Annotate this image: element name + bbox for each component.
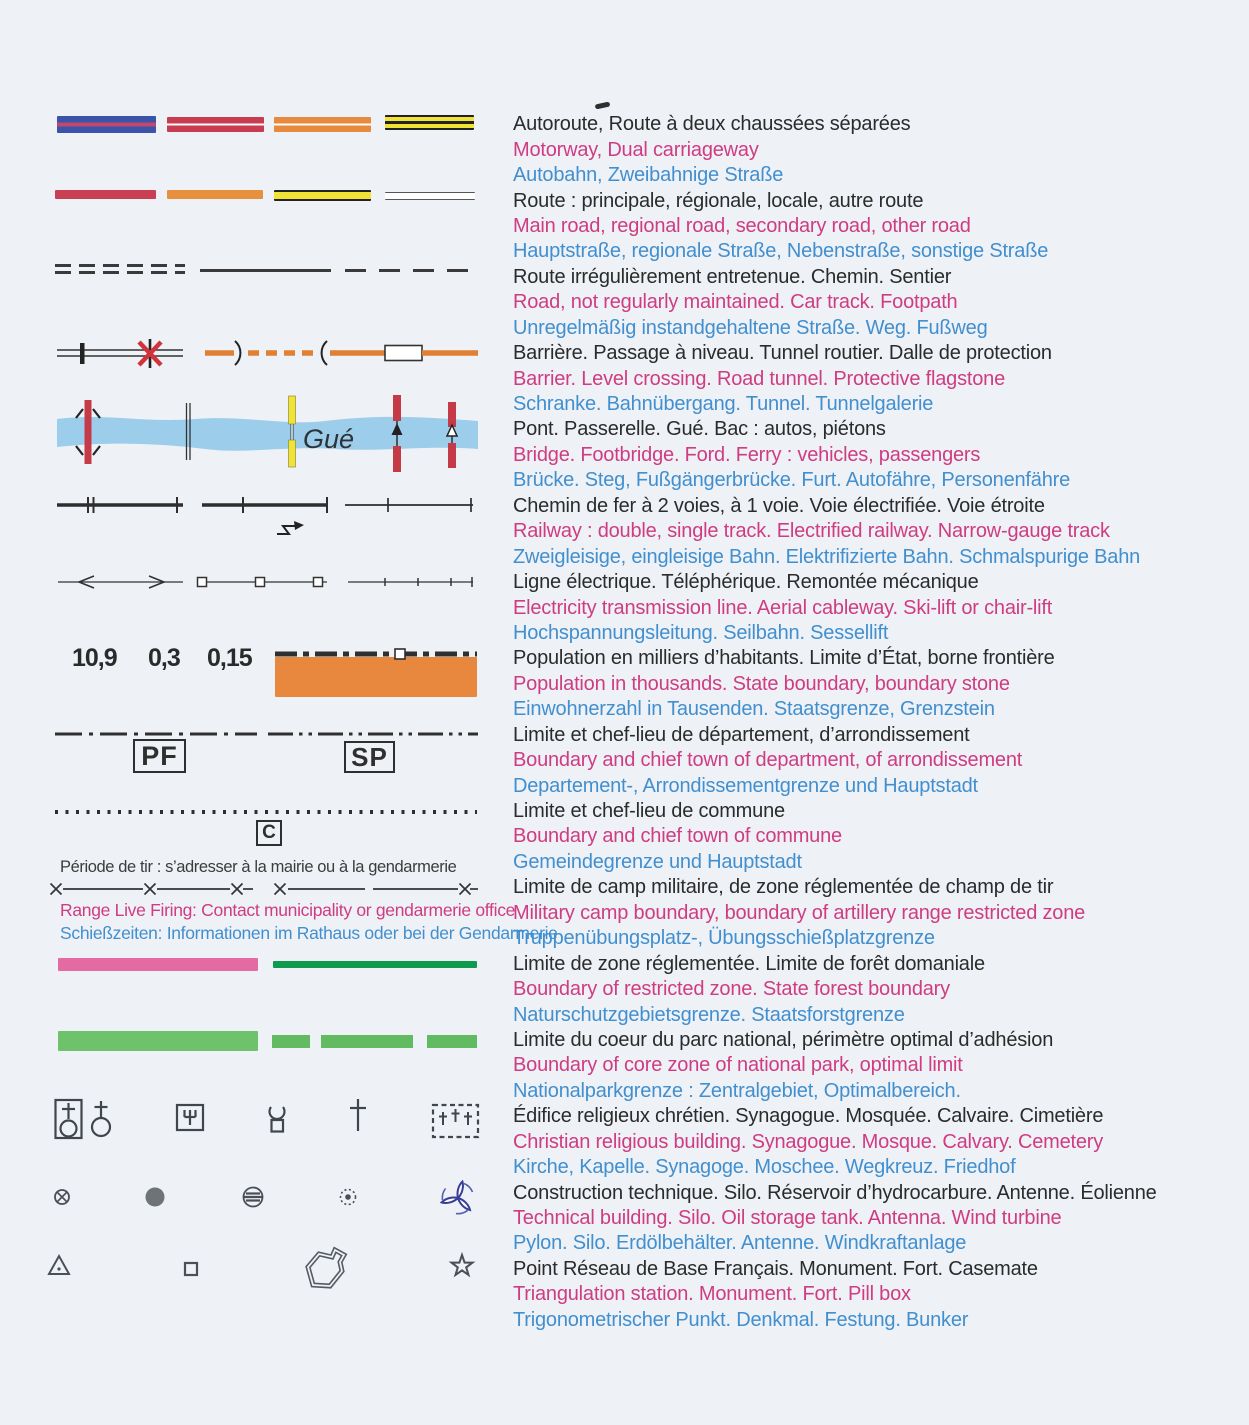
firing-note-fr: Période de tir : s’adresser à la mairie ou à la gendarmerie	[60, 858, 457, 876]
legend-line-de: Hochspannungsleitung. Seilbahn. Sessellift	[513, 621, 889, 644]
legend-line-en: Triangulation station. Monument. Fort. Pill box	[513, 1283, 911, 1306]
scan-artifact-mark	[595, 101, 611, 109]
legend-line-de: Autobahn, Zweibahnige Straße	[513, 164, 784, 187]
railway-double-track-icon	[57, 497, 183, 513]
ford-label: Gué	[303, 424, 355, 454]
legend-line-fr: Population en milliers d’habitants. Limite d’État, borne frontière	[513, 647, 1055, 670]
commune-boundary-dots-icon	[55, 810, 477, 814]
legend-line-fr: Route : principale, régionale, locale, autre route	[513, 189, 924, 212]
legend-line-en: Barrier. Level crossing. Road tunnel. Protective flagstone	[513, 367, 1006, 390]
legend-line-en: Military camp boundary, boundary of artillery range restricted zone	[513, 901, 1086, 924]
legend-line-fr: Autoroute, Route à deux chaussées séparées	[513, 113, 911, 136]
legend-text-column	[513, 112, 1157, 1333]
legend-line-en: Technical building. Silo. Oil storage tank. Antenna. Wind turbine	[513, 1207, 1062, 1230]
legend-line-de: Brücke. Steg, Fußgängerbrücke. Furt. Autofähre, Personenfähre	[513, 469, 1070, 492]
legend-line-en: Population in thousands. State boundary, boundary stone	[513, 672, 1010, 695]
transmission-line-arrows-icon	[58, 576, 183, 588]
military-boundary-strokes	[51, 884, 479, 895]
silo-icon	[146, 1188, 165, 1207]
population-value: 0,15	[207, 644, 252, 672]
legend-line-en: Road, not regularly maintained. Car track. Footpath	[513, 291, 958, 314]
pylon-icon	[55, 1190, 69, 1204]
aerial-cableway-squares-icon	[198, 578, 328, 587]
river-crossings-row	[55, 388, 480, 478]
legend-line-fr: Point Réseau de Base Français. Monument. Fort. Casemate	[513, 1257, 1038, 1280]
dual-carriageway-red-band-icon	[167, 117, 264, 132]
monument-icon	[185, 1263, 197, 1275]
legend-line-fr: Limite de camp militaire, de zone réglementée de champ de tir	[513, 876, 1054, 899]
national-park-dash-icon	[321, 1035, 413, 1048]
cemetery-icon	[433, 1105, 478, 1137]
legend-line-fr: Ligne électrique. Téléphérique. Remontée mécanique	[513, 571, 979, 594]
state-boundary-line	[275, 645, 477, 665]
legend-line-en: Motorway, Dual carriageway	[513, 138, 759, 161]
legend-line-en: Main road, regional road, secondary road, other road	[513, 214, 971, 237]
synagogue-icon	[177, 1105, 203, 1130]
regional-road-line-icon	[167, 190, 263, 199]
ski-lift-ticks-icon	[348, 577, 473, 587]
dual-carriageway-yellow-band-icon	[385, 115, 474, 130]
legend-line-fr: Limite du coeur du parc national, périmètre optimal d’adhésion	[513, 1028, 1054, 1051]
legend-line-fr: Édifice religieux chrétien. Synagogue. Mosquée. Calvaire. Cimetière	[513, 1105, 1104, 1128]
legend-line-de: Hauptstraße, regionale Straße, Nebenstraße, sonstige Straße	[513, 240, 1049, 263]
legend-line-de: Departement-, Arrondissementgrenze und Hauptstadt	[513, 774, 978, 797]
national-park-dash-icon	[427, 1035, 477, 1048]
legend-line-fr: Limite et chef-lieu de commune	[513, 800, 785, 823]
legend-line-en: Boundary of core zone of national park, optimal limit	[513, 1054, 963, 1077]
motorway-band-icon	[57, 116, 156, 133]
railways-row	[55, 490, 480, 540]
legend-line-de: Zweigleisige, eingleisige Bahn. Elektrifizierte Bahn. Schmalspurige Bahn	[513, 545, 1141, 568]
legend-line-en: Railway : double, single track. Electrified railway. Narrow-gauge track	[513, 520, 1110, 543]
fort-icon	[308, 1250, 344, 1286]
firing-note-de: Schießzeiten: Informationen im Rathaus oder bei der Gendarmerie	[60, 923, 558, 943]
restricted-zone-pink-line-icon	[58, 958, 258, 971]
legend-line-fr: Chemin de fer à 2 voies, à 1 voie. Voie électrifiée. Voie étroite	[513, 494, 1045, 517]
dual-carriageway-orange-band-icon	[274, 117, 371, 132]
footpath-dashes-icon	[345, 269, 476, 272]
legend-line-de: Einwohnerzahl in Tausenden. Staatsgrenze, Grenzstein	[513, 698, 995, 721]
legend-line-de: Gemeindegrenze und Hauptstadt	[513, 850, 802, 873]
legend-line-de: Kirche, Kapelle. Synagoge. Moschee. Wegkreuz. Friedhof	[513, 1156, 1016, 1179]
firing-note-en: Range Live Firing: Contact municipality or gendarmerie office	[60, 900, 516, 920]
boundary-stone-square-icon	[395, 649, 405, 659]
cables-row	[55, 568, 480, 596]
legend-line-de: Trigonometrischer Punkt. Denkmal. Festung. Bunker	[513, 1308, 969, 1331]
calvary-cross-icon	[350, 1099, 366, 1131]
mosque-icon	[270, 1107, 285, 1132]
road-features-row	[55, 339, 480, 369]
sub-prefecture-box: SP	[344, 741, 395, 773]
national-park-band-icon	[58, 1031, 258, 1051]
legend-line-fr: Limite de zone réglementée. Limite de forêt domaniale	[513, 952, 985, 975]
legend-line-de: Truppenübungsplatz-, Übungsschießplatzgrenze	[513, 927, 935, 950]
church-icon	[56, 1100, 82, 1138]
chapel-icon	[92, 1101, 110, 1136]
barrier-symbol-icon	[57, 343, 183, 364]
ferry-vehicles-arrow-icon	[392, 395, 403, 472]
level-crossing-x-icon	[139, 339, 161, 368]
river-band-icon	[57, 417, 478, 451]
military-camp-x-line-icon	[42, 881, 482, 898]
pillbox-star-icon	[452, 1255, 473, 1275]
antenna-icon	[341, 1190, 356, 1205]
legend-line-fr: Limite et chef-lieu de département, d’arrondissement	[513, 723, 970, 746]
wind-turbine-icon	[438, 1181, 472, 1218]
legend-line-en: Boundary of restricted zone. State forest boundary	[513, 978, 950, 1001]
railway-narrow-gauge-icon	[345, 498, 473, 512]
car-track-line-icon	[200, 269, 331, 272]
religious-row	[50, 1094, 480, 1146]
road-tunnel-dashes-icon	[205, 341, 385, 365]
legend-line-de: Schranke. Bahnübergang. Tunnel. Tunnelgalerie	[513, 393, 934, 416]
unmaintained-road-dashes-icon	[55, 271, 185, 274]
legend-line-en: Electricity transmission line. Aerial cableway. Ski-lift or chair-lift	[513, 596, 1053, 619]
legend-line-de: Nationalparkgrenze : Zentralgebiet, Optimalbereich.	[513, 1079, 961, 1102]
population-value: 10,9	[72, 644, 117, 672]
commune-box: C	[256, 820, 282, 846]
legend-line-en: Boundary and chief town of commune	[513, 825, 842, 848]
ferry-passengers-arrow-icon	[447, 402, 457, 468]
legend-line-fr: Barrière. Passage à niveau. Tunnel routier. Dalle de protection	[513, 342, 1052, 365]
legend-line-fr: Pont. Passerelle. Gué. Bac : autos, piétons	[513, 418, 886, 441]
department-boundary-row	[50, 726, 480, 742]
main-road-line-icon	[55, 190, 156, 199]
state-forest-green-line-icon	[273, 961, 477, 968]
other-road-line-icon	[385, 192, 475, 200]
oil-tank-icon	[244, 1188, 263, 1207]
secondary-road-line-icon	[274, 190, 371, 201]
legend-line-en: Boundary and chief town of department, of arrondissement	[513, 749, 1023, 772]
legend-line-de: Pylon. Silo. Erdölbehälter. Antenne. Windkraftanlage	[513, 1232, 967, 1255]
prefecture-box: PF	[133, 739, 186, 773]
legend-line-fr: Route irrégulièrement entretenue. Chemin. Sentier	[513, 265, 952, 288]
triangulation-icon	[49, 1256, 69, 1274]
legend-line-en: Christian religious building. Synagogue. Mosque. Calvary. Cemetery	[513, 1130, 1104, 1153]
points-row	[45, 1243, 480, 1295]
legend-line-fr: Construction technique. Silo. Réservoir d’hydrocarbure. Antenne. Éolienne	[513, 1181, 1157, 1204]
national-park-dash-icon	[272, 1035, 310, 1048]
legend-line-de: Naturschutzgebietsgrenze. Staatsforstgrenze	[513, 1003, 905, 1026]
railway-single-electrified-icon	[202, 497, 327, 534]
population-value: 0,3	[148, 644, 180, 672]
legend-line-de: Unregelmäßig instandgehaltene Straße. Weg. Fußweg	[513, 316, 988, 339]
protective-flagstone-rect-icon	[385, 346, 478, 361]
technical-row	[50, 1182, 480, 1218]
legend-line-en: Bridge. Footbridge. Ford. Ferry : vehicles, passengers	[513, 443, 981, 466]
unmaintained-road-dashes-icon	[55, 264, 185, 267]
